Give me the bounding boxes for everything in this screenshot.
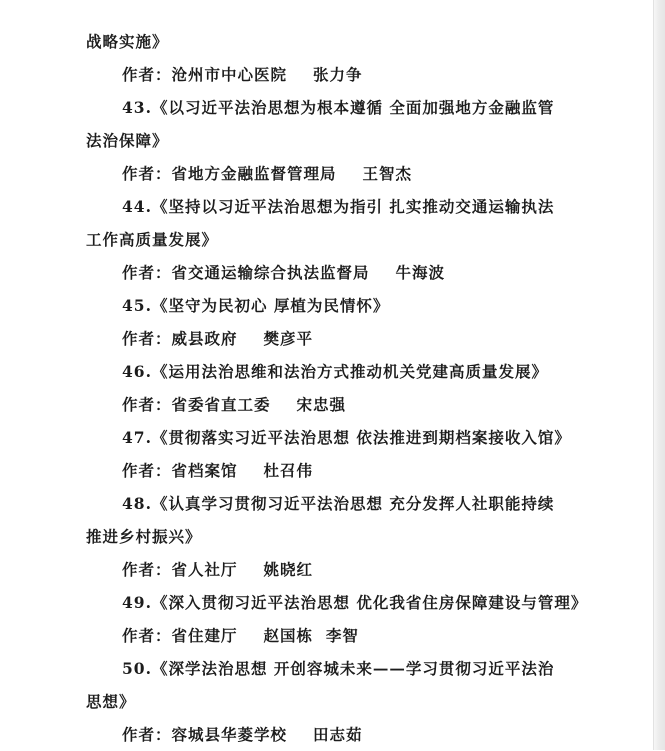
article-list — [86, 25, 586, 751]
title-text: 思想》 — [86, 692, 136, 711]
title-text: 法治保障》 — [86, 131, 169, 150]
author-line — [86, 454, 586, 487]
title-line — [86, 289, 586, 322]
title-line — [86, 124, 586, 157]
author-line — [86, 388, 586, 421]
entry-number: 50. — [122, 659, 152, 678]
entry-number: 49. — [122, 593, 152, 612]
author-names: 姚晓红 — [263, 560, 314, 579]
author-names: 樊彦平 — [263, 329, 314, 348]
author-line — [86, 58, 586, 91]
author-org: 威县政府 — [171, 329, 238, 348]
title-line — [86, 421, 586, 454]
title-line — [86, 685, 586, 718]
author-line — [86, 322, 586, 355]
author-label: 作者： — [122, 395, 172, 414]
title-line — [86, 25, 586, 58]
author-label: 作者： — [122, 65, 172, 84]
title-text: 战略实施》 — [86, 32, 169, 51]
title-text: 《坚守为民初心 厚植为民情怀》 — [151, 296, 390, 315]
title-line — [86, 91, 586, 124]
author-names: 张力争 — [313, 65, 363, 84]
author-org: 省住建厅 — [171, 626, 238, 645]
title-text: 《认真学习贯彻习近平法治思想 充分发挥人社职能持续 — [151, 494, 555, 513]
author-org: 容城县华菱学校 — [171, 725, 288, 744]
entry-number: 44. — [122, 197, 152, 216]
author-names: 赵国栋 李智 — [263, 626, 359, 645]
title-line — [86, 652, 586, 685]
entry-number: 48. — [122, 494, 152, 513]
title-text: 《深学法治思想 开创容城未来——学习贯彻习近平法治 — [151, 659, 555, 678]
title-text: 《坚持以习近平法治思想为指引 扎实推动交通运输执法 — [151, 197, 555, 216]
title-line — [86, 223, 586, 256]
author-line — [86, 619, 586, 652]
author-label: 作者： — [122, 263, 172, 282]
title-line — [86, 355, 586, 388]
author-label: 作者： — [122, 560, 172, 579]
author-label: 作者： — [122, 164, 172, 183]
author-org: 省人社厅 — [171, 560, 238, 579]
page-edge — [653, 0, 665, 750]
author-names: 牛海波 — [395, 263, 446, 282]
title-text: 《深入贯彻习近平法治思想 优化我省住房保障建设与管理》 — [151, 593, 588, 612]
author-org: 省委省直工委 — [171, 395, 271, 414]
title-line — [86, 487, 586, 520]
entry-number: 47. — [122, 428, 152, 447]
author-line — [86, 157, 586, 190]
author-label: 作者： — [122, 329, 172, 348]
title-line — [86, 190, 586, 223]
entry-number: 46. — [122, 362, 152, 381]
entry-number: 43. — [122, 98, 152, 117]
author-label: 作者： — [122, 725, 172, 744]
title-line — [86, 520, 586, 553]
author-names: 田志茹 — [313, 725, 363, 744]
author-org: 省档案馆 — [171, 461, 238, 480]
title-line — [86, 586, 586, 619]
author-line — [86, 553, 586, 586]
author-names: 杜召伟 — [263, 461, 314, 480]
author-names: 宋忠强 — [296, 395, 347, 414]
author-org: 沧州市中心医院 — [171, 65, 288, 84]
title-text: 推进乡村振兴》 — [86, 527, 202, 546]
entry-number: 45. — [122, 296, 152, 315]
author-label: 作者： — [122, 461, 172, 480]
author-names: 王智杰 — [362, 164, 413, 183]
title-text: 《贯彻落实习近平法治思想 依法推进到期档案接收入馆》 — [151, 428, 571, 447]
author-label: 作者： — [122, 626, 172, 645]
title-text: 《以习近平法治思想为根本遵循 全面加强地方金融监管 — [151, 98, 555, 117]
author-org: 省交通运输综合执法监督局 — [171, 263, 370, 282]
author-line — [86, 718, 586, 751]
author-org: 省地方金融监督管理局 — [171, 164, 337, 183]
title-text: 工作高质量发展》 — [86, 230, 219, 249]
author-line — [86, 256, 586, 289]
title-text: 《运用法治思维和法治方式推动机关党建高质量发展》 — [151, 362, 548, 381]
